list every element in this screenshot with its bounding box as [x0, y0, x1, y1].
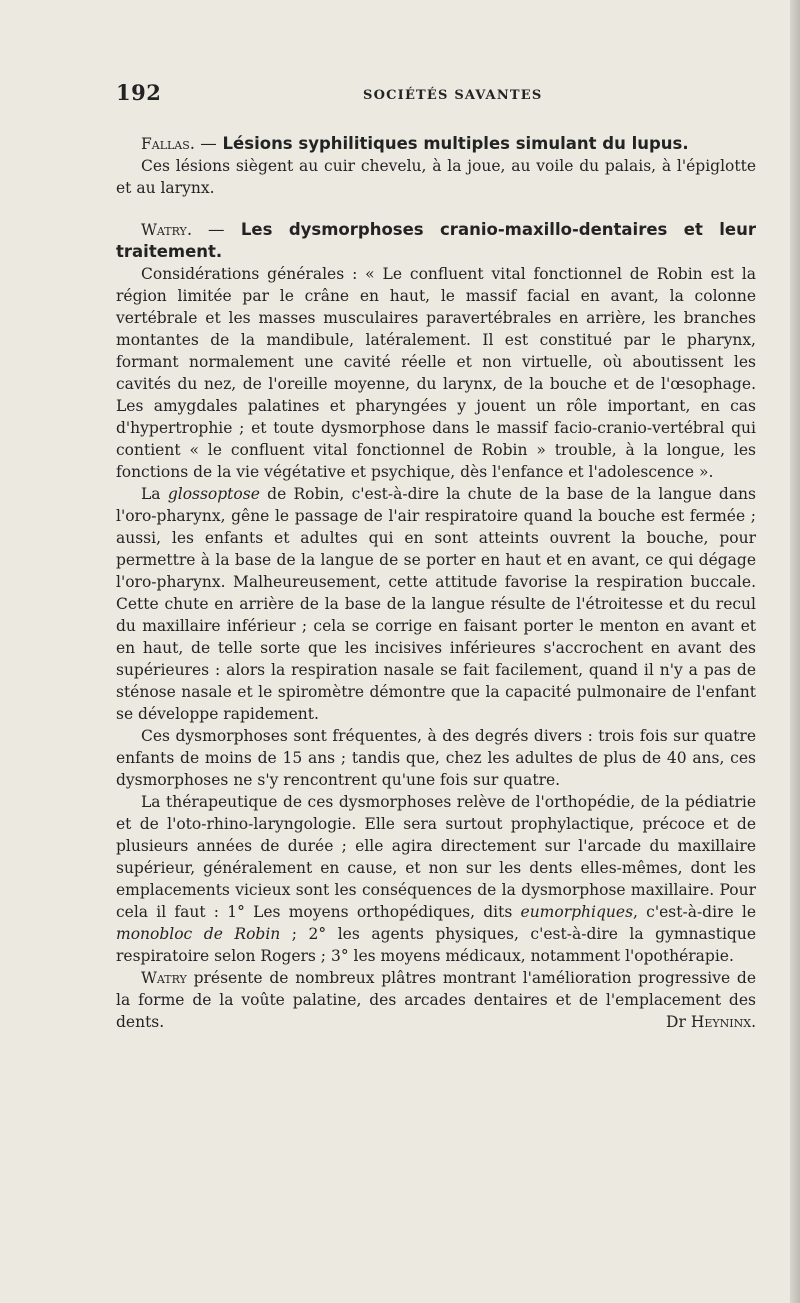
- article-1-body: Ces lésions siègent au cuir chevelu, à la joue, au voile du palais, à l'épiglotte et au larynx.: [116, 157, 756, 197]
- article-2-author: Watry: [141, 221, 187, 239]
- monobloc-term: monobloc de Robin: [116, 925, 281, 943]
- paragraph-5-author: Watry: [141, 969, 187, 987]
- eumorphiques-term: eumorphiques: [520, 903, 634, 921]
- article-2-paragraph-4: [116, 791, 756, 967]
- article-2-paragraph-2: [116, 483, 756, 725]
- article-1-separator: . —: [189, 134, 217, 153]
- signature-end: .: [751, 1013, 756, 1031]
- signature-prefix: Dr: [666, 1013, 686, 1031]
- article-2-paragraph-5: [116, 967, 756, 1033]
- page-number: 192: [116, 80, 162, 105]
- page-body: [116, 133, 756, 1033]
- signature: [641, 1011, 756, 1033]
- glossoptose-term: glossoptose: [167, 485, 260, 503]
- article-1-heading: [116, 133, 756, 155]
- article-2-heading: [116, 219, 756, 263]
- article-1-author: Fallas: [141, 135, 190, 153]
- paragraph-2-lead: La: [141, 485, 168, 503]
- article-1-title: Lésions syphilitiques multiples simulant du lupus.: [222, 134, 689, 153]
- paragraph-5-text: présente de nombreux plâtres montrant l'amélioration progressive de la forme de la voûte palatine, des arcades dentaires et de l'emplacement des dents.: [116, 969, 756, 1031]
- running-title: SOCIÉTÉS SAVANTES: [363, 88, 543, 103]
- signature-name: Heyninx: [690, 1013, 752, 1031]
- page-edge-shadow: [790, 0, 800, 1303]
- article-2-separator: . —: [186, 220, 225, 239]
- paragraph-4-text-c: ; 2° les agents physiques, c'est-à-dire la gymnastique respiratoire selon Rogers ; 3° les moyens médicaux, notamment l'opothérapie.: [116, 925, 756, 965]
- article-2-paragraph-3: Ces dysmorphoses sont fréquentes, à des degrés divers : trois fois sur quatre enfants de moins de 15 ans ; tandis que, chez les adultes de plus de 40 ans, ces dysmorphoses ne s'y rencontrent qu'une fois sur quatre.: [116, 727, 756, 789]
- paragraph-4-text-a: La thérapeutique de ces dysmorphoses relève de l'orthopédie, de la pédiatrie et de l'oto-rhino-laryngologie. Elle sera surtout prophylactique, précoce et de plusieurs années de durée ; elle agira directement sur l'arcade du maxillaire supérieur, généralement en cause, et non sur les dents elles-mêmes, dont les emplacements vicieux sont les conséquences de la dysmorphose maxillaire. Pour cela il faut : 1° Les moyens orthopédiques, dits: [116, 793, 756, 921]
- paragraph-4-text-b: , c'est-à-dire le: [633, 903, 756, 921]
- article-2-title: Les dysmorphoses cranio-maxillo-dentaires et leur traitement.: [116, 220, 756, 261]
- paragraph-2-text: de Robin, c'est-à-dire la chute de la base de la langue dans l'oro-pharynx, gêne le passage de l'air respiratoire quand la bouche est fermée ; aussi, les enfants et adultes qui en sont atteints ouvrent la bouche, pour permettre à la base de la langue de se porter en haut et en avant, ce qui dégage l'oro-pharynx. Malheureusement, cette attitude favorise la respiration buccale. Cette chute en arrière de la base de la langue résulte de l'étroitesse et du recul du maxillaire inférieur ; cela se corrige en faisant porter le menton en avant et en haut, de telle sorte que les incisives inférieures s'accrochent en avant des supérieures : alors la respiration nasale se fait facilement, quand il n'y a pas de sténose nasale et le spiromètre démontre que la capacité pulmonaire de l'enfant se développe rapidement.: [116, 485, 756, 723]
- article-2-paragraph-1: Considérations générales : « Le confluent vital fonctionnel de Robin est la région limitée par le crâne en haut, le massif facial en avant, la colonne vertébrale et les masses musculaires paravertébrales en arrière, les branches montantes de la mandibule, latéralement. Il est constitué par le pharynx, formant normalement une cavité réelle et non virtuelle, où aboutissent les cavités du nez, de l'oreille moyenne, du larynx, de la bouche et de l'œsophage. Les amygdales palatines et pharyngées y jouent un rôle important, en cas d'hypertrophie ; et toute dysmorphose dans le massif facio-cranio-vertébral qui contient « le confluent vital fonctionnel de Robin » trouble, à la longue, les fonctions de la vie végétative et psychique, dès l'enfance et l'adolescence ».: [116, 265, 756, 481]
